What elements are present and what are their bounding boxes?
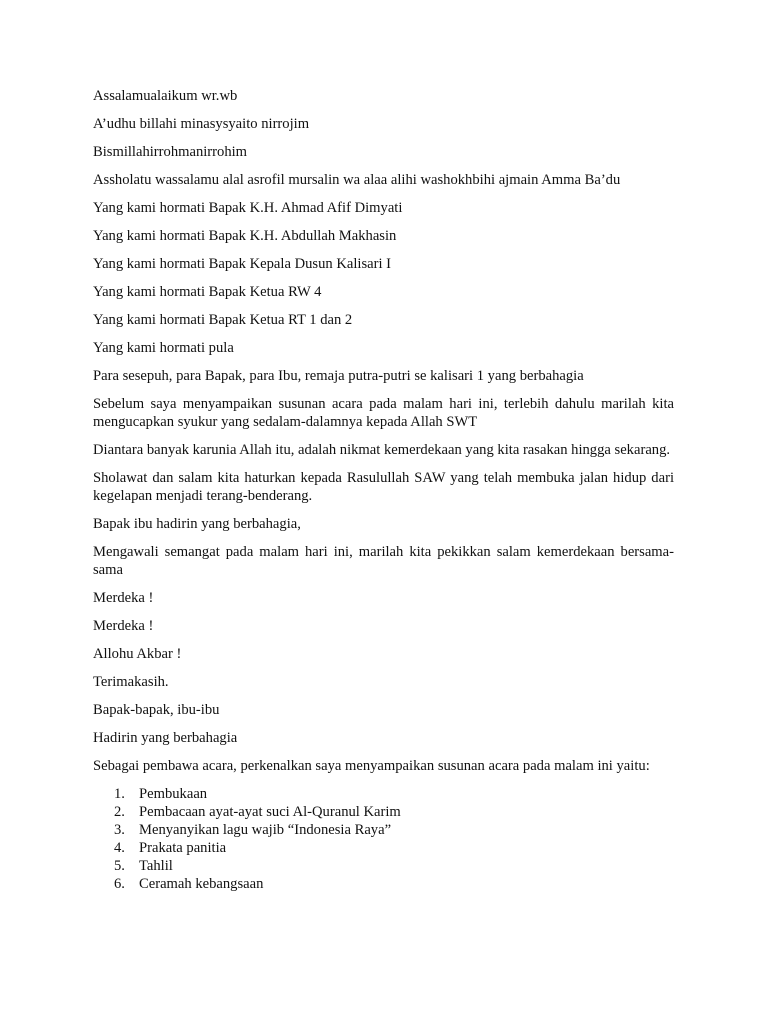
list-number: 5. bbox=[114, 858, 125, 874]
exclamation-line: Merdeka ! bbox=[93, 590, 154, 606]
list-number: 2. bbox=[114, 804, 125, 820]
list-text: Menyanyikan lagu wajib “Indonesia Raya” bbox=[139, 822, 392, 838]
list-item bbox=[93, 839, 674, 857]
agenda-list bbox=[93, 785, 674, 893]
list-text: Ceramah kebangsaan bbox=[139, 876, 264, 892]
list-item bbox=[93, 821, 674, 839]
greeting-line: Assalamualaikum wr.wb bbox=[93, 88, 238, 104]
exclamation-line: Merdeka ! bbox=[93, 618, 154, 634]
body-paragraph: Mengawali semangat pada malam hari ini, marilah kita pekikkan salam kemerdekaan bersama-sama bbox=[93, 544, 674, 578]
taawudz-line: A’udhu billahi minasysyaito nirrojim bbox=[93, 116, 310, 132]
audience-line: Para sesepuh, para Bapak, para Ibu, remaja putra-putri se kalisari 1 yang berbahagia bbox=[93, 368, 584, 384]
list-number: 6. bbox=[114, 876, 125, 892]
list-item bbox=[93, 875, 674, 893]
document-body bbox=[93, 87, 674, 893]
list-item bbox=[93, 803, 674, 821]
honorific-line: Yang kami hormati Bapak Ketua RW 4 bbox=[93, 284, 322, 300]
sholawat-line: Assholatu wassalamu alal asrofil mursalin wa alaa alihi washokhbihi ajmain Amma Ba’du bbox=[93, 172, 621, 188]
body-paragraph: Diantara banyak karunia Allah itu, adalah nikmat kemerdekaan yang kita rasakan hingga sekarang. bbox=[93, 442, 671, 458]
honorific-line: Yang kami hormati Bapak Ketua RT 1 dan 2 bbox=[93, 312, 353, 328]
address-line: Bapak-bapak, ibu-ibu bbox=[93, 702, 220, 718]
list-number: 4. bbox=[114, 840, 125, 856]
thanks-line: Terimakasih. bbox=[93, 674, 169, 690]
honorific-line: Yang kami hormati Bapak K.H. Abdullah Makhasin bbox=[93, 228, 397, 244]
list-text: Pembukaan bbox=[139, 786, 208, 802]
list-text: Pembacaan ayat-ayat suci Al-Quranul Karim bbox=[139, 804, 401, 820]
honorific-line: Yang kami hormati pula bbox=[93, 340, 234, 356]
list-text: Tahlil bbox=[139, 858, 173, 874]
list-number: 1. bbox=[114, 786, 125, 802]
exclamation-line: Allohu Akbar ! bbox=[93, 646, 182, 662]
intro-paragraph: Sebagai pembawa acara, perkenalkan saya menyampaikan susunan acara pada malam ini yaitu: bbox=[93, 758, 650, 774]
body-paragraph: Sholawat dan salam kita haturkan kepada Rasulullah SAW yang telah membuka jalan hidup dari kegelapan menjadi terang-benderang. bbox=[93, 470, 674, 504]
address-line: Bapak ibu hadirin yang berbahagia, bbox=[93, 516, 301, 532]
list-item bbox=[93, 857, 674, 875]
honorific-line: Yang kami hormati Bapak K.H. Ahmad Afif Dimyati bbox=[93, 200, 403, 216]
honorific-line: Yang kami hormati Bapak Kepala Dusun Kalisari I bbox=[93, 256, 392, 272]
basmalah-line: Bismillahirrohmanirrohim bbox=[93, 144, 248, 160]
body-paragraph: Sebelum saya menyampaikan susunan acara pada malam hari ini, terlebih dahulu marilah kita mengucapkan syukur yang sedalam-dalamnya kepada Allah SWT bbox=[93, 396, 674, 430]
list-item bbox=[93, 785, 674, 803]
address-line: Hadirin yang berbahagia bbox=[93, 730, 238, 746]
list-text: Prakata panitia bbox=[139, 840, 227, 856]
list-number: 3. bbox=[114, 822, 125, 838]
